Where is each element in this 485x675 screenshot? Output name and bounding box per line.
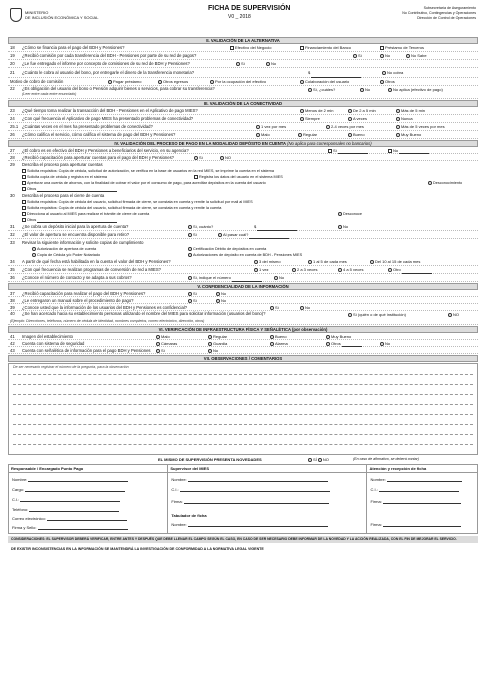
radio-icon [428,181,432,185]
question-number: 39 [10,305,15,310]
checkbox-icon [22,169,26,173]
question-text: ¿Cómo se financia para el pago del BDH y Pensiones? [22,45,125,50]
radio-icon [256,125,260,129]
question-text: ¿Cuántas veces en el mes ha presentado problemas de conectividad? [22,124,153,129]
option[interactable]: Otros [326,340,362,347]
option[interactable]: Siempre [300,115,320,123]
phone-field[interactable]: Teléfono: [12,507,119,512]
supervision-form [8,2,478,555]
radio-icon [396,133,400,137]
signature-block [8,464,478,534]
id-field[interactable]: C.I.: [12,497,120,502]
option[interactable]: No [380,340,390,347]
option[interactable]: Muy Bueno [326,333,351,340]
option[interactable]: Financiamiento del Banco [300,44,351,52]
question-text: ¿Es obligación del usuario del bono o Pensión adquirir bienes o servicios, para cobrar su transferencia? [22,86,215,91]
radio-icon [270,342,274,346]
checkbox-icon [22,212,26,216]
writing-line [13,424,473,425]
radio-icon [108,80,112,84]
option[interactable]: Sí [236,60,245,68]
option[interactable]: Muy Bueno [396,131,421,139]
question-26 [8,131,478,139]
option[interactable]: Sí, ¿cuáles? [308,86,335,94]
radio-icon [188,247,192,251]
option[interactable]: No cobra [382,68,403,78]
question-number: 34 [10,259,15,264]
question-number: 29 [10,162,15,167]
question-number: 40 [10,311,15,316]
radio-icon [380,54,384,58]
question-text: ¿Cuánto le cobra al usuario del bono, por entregarle el dinero de la transferencia monetaria? [22,70,195,75]
checkbox-icon [22,181,26,185]
question-number: 43 [10,348,15,353]
option[interactable]: Nunca [396,115,413,123]
radio-icon [188,225,192,229]
radio-icon [348,133,352,137]
option[interactable]: No [338,223,348,231]
radio-icon [156,335,160,339]
list-item[interactable]: Solicita requisitos: Copia de cédula, solicitud de autorización, se verifica en la base de usuarios en la red MIES, se imprime la cuenta en el sistema [8,168,478,174]
option[interactable]: A veces [348,115,367,123]
radio-icon [254,268,258,272]
radio-icon [382,71,386,75]
signature-title: Atención y recepción de ficha [367,465,477,473]
question-text: Cuenta con señalética de información para el pago BDH y Pensiones [22,348,151,353]
novelties-options[interactable]: SÍ NO [308,455,329,464]
question-22 [8,86,478,99]
question-number: 19 [10,53,15,58]
question-31 [8,223,478,231]
radio-icon [210,80,214,84]
question-number: 30 [10,193,15,198]
radio-icon [396,125,400,129]
option[interactable]: 1 vez por mes [256,123,286,131]
list-item[interactable]: Autorización de apertura de cuenta Certificación Débito de depósitos en cuenta [8,246,478,252]
radio-icon [406,54,410,58]
question-41 [8,333,478,340]
option[interactable]: No [266,60,276,68]
radio-icon [156,349,160,353]
option[interactable]: Malo [156,333,170,340]
radio-icon [32,253,36,257]
logo-line-2: DE INCLUSIÓN ECONÓMICA Y SOCIAL [25,15,99,20]
question-text: ¿Se han acercado hacia su establecimiento personas utilizando el nombre del MIES para solicitar información (usuarios del bono)? [22,311,266,316]
radio-icon [220,156,224,160]
option[interactable]: Del 10 al 15 de cada mes [370,258,420,266]
position-field[interactable]: Cargo: [12,487,125,492]
question-number: 18 [10,45,15,50]
question-number: 37 [10,291,15,296]
form-code: V0 _ 2018 [228,14,251,20]
writing-line [13,414,473,415]
question-number: 20 [10,61,15,66]
question-34 [8,258,478,266]
writing-line [13,404,473,405]
option[interactable]: Guardia [208,340,227,347]
list-item[interactable]: Solicita requisitos: Copia de cédula del usuario, solicitud firmada de cierre, se constata en cuenta y remite la cuenta [8,205,478,211]
reason-label: Motivo de cobro de comisión [10,79,64,84]
list-item[interactable]: Otros [8,217,478,223]
question-note: (Ejemplo: Direcciones, teléfonos, número de cédula de identidad, nombres completos, correo electrónico, dirección, otros) [10,319,205,323]
radio-icon [300,80,304,84]
radio-icon [326,335,330,339]
footer-considerations: CONSIDERACIONES: EL SUPERVISOR DEBERÁ VERIFICAR, ENTRE ANTES Y DESPUÉS QUE DEBE LLENAR EL CAMPO SEGÚN EL CASO, EN CASO DE SER NECESARIO DEBE INFORMAR DE LA NOVEDAD Y LA ACCIÓN REALIZADA, CON EL FIN DE MEJORAR EL SERVICIO. [8,536,478,543]
email-field[interactable]: Correo electrónico: [12,516,127,521]
signature-title: Supervisor del MIES [168,465,366,473]
question-42 [8,340,478,347]
ministry-logo [10,6,99,26]
question-27 [8,147,478,154]
option[interactable]: No Sabe [406,52,427,60]
radio-icon [188,233,192,237]
writing-line [13,394,473,395]
question-text: ¿Se cobra un depósito inicial para la apertura de cuenta? [22,224,129,229]
question-number: 26 [10,132,15,137]
radio-icon [448,313,452,317]
question-number: 31 [10,224,15,229]
question-23 [8,107,478,115]
question-number: 27 [10,148,15,153]
question-29 [8,161,478,168]
list-item[interactable]: Solicita requisitos: Copia de cédula del usuario, solicitud firmada de cierre, se constata en cuenta y remite la solicitud por mail al MIES [8,199,478,205]
radio-icon [208,342,212,346]
question-21 [8,68,478,78]
radio-icon [266,62,270,66]
novelties-line [8,455,478,464]
observations-box[interactable] [8,363,478,455]
writing-line [13,444,473,445]
option[interactable]: Sí [156,347,165,354]
checkbox-icon [22,206,26,210]
question-text: ¿Le entregaron un manual sobre el procedimiento de pago? [22,298,134,303]
radio-icon [360,88,364,92]
radio-icon [216,292,220,296]
option[interactable]: 2-4 veces por mes [326,123,364,131]
option[interactable]: Sí [270,304,279,311]
unit-line: No Contributivo, Contingencias y Operaciones [402,11,476,15]
option[interactable]: Bueno [348,131,365,139]
radio-icon [380,80,384,84]
question-19 [8,52,478,60]
question-number: 36 [10,275,15,280]
radio-icon [318,458,322,462]
currency-field[interactable]: $ [308,68,361,78]
name-field[interactable]: Nombre: [370,477,461,482]
radio-icon [308,458,312,462]
question-number: 21 [10,70,15,75]
observations-hint: De ser necesario registrar el número de la pregunta, para la observación [13,365,129,369]
radio-icon [208,335,212,339]
checkbox-icon [194,175,198,179]
question-text: ¿Recibió capacitación para realizar el pago del BDH y Pensiones? [22,291,146,296]
radio-icon [292,268,296,272]
logo-line-1: MINISTERIO [25,10,49,15]
radio-icon [300,117,304,121]
option[interactable]: No [300,304,310,311]
option[interactable]: Al pasar cuál? [218,231,289,239]
question-text: ¿Recibió comisión por cada transferencia del BDH - Pensiones por parte de su red de pagos? [22,53,197,58]
radio-icon [396,109,400,113]
name-field[interactable]: Nombre: [171,477,327,482]
radio-icon [353,54,357,58]
radio-icon [256,133,260,137]
checkbox-icon [380,46,384,50]
option[interactable]: Sí [194,154,203,161]
question-number: 32 [10,232,15,237]
radio-icon [270,306,274,310]
option[interactable]: No [274,274,284,282]
option[interactable]: 1 al 5 de cada mes [308,258,347,266]
signature-column-responsible [9,465,168,533]
radio-icon [236,62,240,66]
option[interactable]: Bueno [270,333,287,340]
radio-icon [158,80,162,84]
novelties-label: EL MISMO DE SUPERVISIÓN PRESENTA NOVEDADES [158,457,262,462]
amount-field[interactable]: $ [254,223,297,231]
option[interactable]: Préstamo de Terceros [380,44,424,52]
radio-icon [156,342,160,346]
radio-icon [348,109,352,113]
radio-icon [218,233,222,237]
id-field[interactable]: C.I.: [171,487,329,492]
signature-title: Responsable / Encargado Punto Pago [9,465,167,473]
option[interactable]: Sí, indique el número [188,274,262,282]
question-number: 38 [10,298,15,303]
form-header [8,2,478,36]
list-item[interactable]: Aperturar una cuenta de ahorros, con la finalidad de cobrar el valor por el consumo de pago, para acreditar depósitos en la cuenta del usuario Desconocimiento [8,180,478,186]
option[interactable]: Sí [353,52,362,60]
radio-icon [208,349,212,353]
question-28 [8,154,478,161]
option[interactable]: No [208,347,218,354]
question-25-1 [8,123,478,131]
question-number: 28 [10,155,15,160]
radio-icon [308,260,312,264]
list-item[interactable]: Solicita copia de cédula y registra en el sistema Registra los datos del usuario en el sistema MIES [8,174,478,180]
radio-icon [188,299,192,303]
question-38 [8,297,478,304]
radio-icon [194,156,198,160]
checkbox-icon [22,175,26,179]
checkbox-icon [328,149,332,153]
question-text: Imagen del establecimiento [22,334,73,339]
option[interactable]: No [360,86,370,94]
radio-icon [270,335,274,339]
option[interactable]: 2 a 3 veces [292,266,317,274]
option[interactable]: Sí (quién o de qué institución) [348,311,406,319]
option[interactable]: Por la ocupación del efectivo [210,78,266,86]
checkbox-icon [300,46,304,50]
section-4-title: IV. VALIDACIÓN DEL PROCESO DE PAGO EN LA MODALIDAD DEPÓSITO EN CUENTA (No aplica para corresponsales no bancarios) [8,140,478,147]
radio-icon [348,117,352,121]
sign-seal-field[interactable]: Firma y Sello: [12,525,128,530]
radio-icon [326,342,330,346]
question-20 [8,60,478,68]
section-4-note: (No aplica para corresponsales no bancarios) [287,141,372,146]
checkbox-icon [388,149,392,153]
option[interactable]: Regular [208,333,227,340]
option[interactable]: De 2 a 5 min [348,107,376,115]
radio-icon [326,125,330,129]
tabulator-sign-field[interactable]: Firma: [370,522,460,527]
question-number: 33 [10,240,15,245]
question-text: ¿Con qué frecuencia se realizan programas de conversión de red a MIES? [22,267,161,272]
radio-icon [348,313,352,317]
radio-icon [396,117,400,121]
radio-icon [388,88,392,92]
radio-icon [188,292,192,296]
option[interactable]: Sí [188,297,197,304]
section-7-title: VII. OBSERVACIONES / COMENTARIOS [8,355,478,362]
radio-icon [254,260,258,264]
radio-icon [32,247,36,251]
checkbox-icon [22,218,26,222]
option[interactable]: Más de 5 min [396,107,425,115]
section-2-title: II. VALIDACIÓN DE LA ALTERNATIVA [8,37,478,44]
id-field[interactable]: C.I.: [370,487,458,492]
checkbox-icon [230,46,234,50]
form-title: FICHA DE SUPERVISIÓN [208,5,291,12]
question-text: ¿El cobro es en efectivo del BDH y Pensiones a beneficiarios del servicio, en su agencia? [22,148,189,153]
writing-line [13,434,473,435]
list-item[interactable]: Direcciona al usuario al MIES para realizar el trámite de cierre de cuenta Desconoce [8,211,478,217]
question-number: 25.1 [10,124,19,129]
question-text: Describa el proceso para el cierre de cuenta [22,193,105,198]
option[interactable]: Otros [380,78,395,86]
question-number: 42 [10,341,15,346]
option[interactable]: NO [220,154,231,161]
question-text: ¿Conoce usted que la información de los usuarios del BDH y Pensiones es confidencial? [22,305,188,310]
option[interactable]: 3 del mismo [254,258,281,266]
question-18 [8,44,478,52]
option[interactable]: Cámaras [156,340,177,347]
question-text: Describa el proceso para aperturar cuentas [22,162,103,167]
option[interactable]: Pagar préstamo [108,78,141,86]
option[interactable]: Menos de 2 min [300,107,333,115]
name-field[interactable]: Nombre: [12,477,128,482]
question-24 [8,115,478,123]
writing-line [13,384,473,385]
question-note: (Leer entre cada entre enunciado) [22,92,77,96]
option[interactable]: Sí [188,290,197,297]
option[interactable]: Sí [328,147,368,154]
radio-icon [300,306,304,310]
question-number: 24 [10,116,15,121]
sign-field[interactable]: Firma: [370,499,460,504]
radio-icon [338,225,342,229]
option[interactable]: No [216,290,226,297]
question-number: 23 [10,108,15,113]
question-number: 41 [10,334,15,339]
question-37 [8,290,478,297]
option[interactable]: Otro [388,266,432,274]
option[interactable]: Otros egresos [158,78,188,86]
question-43 [8,347,478,354]
question-text: ¿Le fue entregado el informe por concepto de comisiones de su red de BDH y Pensiones? [22,61,190,66]
radio-icon [338,268,342,272]
section-5-title: V. CONFIDENCIALIDAD DE LA INFORMACIÓN [8,283,478,290]
unit-line: Subsecretaría de Aseguramiento [423,6,476,10]
option[interactable]: No aplica (efectivo de pago) [388,86,443,94]
radio-icon [338,212,342,216]
signature-column-reception [367,465,477,533]
radio-icon [298,133,302,137]
question-36 [8,274,478,282]
option[interactable]: 1 vez [254,266,269,274]
option[interactable]: Sí [188,231,197,239]
radio-icon [300,109,304,113]
coat-of-arms-icon [10,8,22,22]
option[interactable]: Colaboración del usuario [300,78,349,86]
radio-icon [274,276,278,280]
signature-column-supervisor [168,465,367,533]
question-text: ¿Con qué frecuencia el Aplicativo de pago MIES ha presentado problemas de conectividad? [22,116,194,121]
question-text: Revisar la siguiente información y solicite copias de cumplimiento [22,240,144,245]
footer-legal-note: DE EXISTIR INCONSISTENCIAS EN LA INFORMACIÓN SE MANTENDRÁ LA INVESTIGACIÓN DE CONFORMIDAD A LA NORMATIVA LEGAL VIGENTE [11,546,264,551]
novelties-note: (En caso de afirmativo, se deberá contar) [353,457,419,461]
question-text: ¿Cómo califica el servicio, cómo califica el sistema de pago del BDH y Pensiones? [22,132,176,137]
checkbox-icon [22,200,26,204]
option[interactable]: Regular [298,131,317,139]
question-32 [8,231,478,239]
section-3-title: III. VALIDACIÓN DE LA CONECTIVIDAD [8,100,478,107]
unit-line: Dirección de Control de Operaciones [417,16,476,20]
question-40 [8,311,478,325]
question-30 [8,192,478,199]
question-text: ¿Recibió capacitación para aperturar cuentas para el pago del BDH y Pensiones? [22,155,175,160]
question-text: A partir de qué fecha está habilitada en la cuenta el valor del BDH y Pensiones? [22,259,171,264]
radio-icon [188,253,192,257]
question-number: 35 [10,267,15,272]
question-text: Cuenta con sistema de seguridad [22,341,85,346]
question-text: ¿Qué tiempo toma realizar la transacción del BDH - Pensiones en el Aplicativo de pago MIES? [22,108,198,113]
tabulator-name-field[interactable]: Nombre: [171,522,327,527]
question-text: ¿Conoce el número de contacto y se adapta a sus cobros? [22,275,132,280]
option[interactable]: Malo [256,131,270,139]
section-6-title: VI. VERIFICACIÓN DE INFRAESTRUCTURA FÍSICA Y SEÑALÉTICA (por observación) [8,326,478,333]
tabulator-title: Tabulador de ficha [171,513,207,518]
option[interactable]: NO [448,311,459,319]
list-item[interactable]: Otros [8,186,478,192]
option[interactable]: 4 a 5 veces [338,266,363,274]
list-item[interactable]: Copia de Cédula y/o Poder Notariado Autorizaciones de depósito en cuenta de BDH - Pensiones MIES [8,252,478,258]
radio-icon [370,260,374,264]
sign-field[interactable]: Firma: [171,499,328,504]
option[interactable]: Sí, cuánto? [188,223,213,231]
radio-icon [380,342,384,346]
option[interactable]: Más de 5 veces por mes [396,123,445,131]
question-number: 22 [10,86,15,91]
question-33 [8,239,478,246]
question-35 [8,266,478,274]
option[interactable]: Alarma [270,340,288,347]
checkbox-icon [22,187,26,191]
radio-icon [188,276,192,280]
option[interactable]: No [380,52,390,60]
option[interactable]: Efectivo del Negocio [230,44,271,52]
radio-icon [308,88,312,92]
writing-line [13,374,473,375]
issuing-unit [396,6,476,21]
option[interactable]: No [388,147,429,154]
question-text: ¿El valor de apertura se encuentra disponible para retiro? [22,232,130,237]
radio-icon [216,299,220,303]
option[interactable]: No [216,297,226,304]
radio-icon [388,268,392,272]
